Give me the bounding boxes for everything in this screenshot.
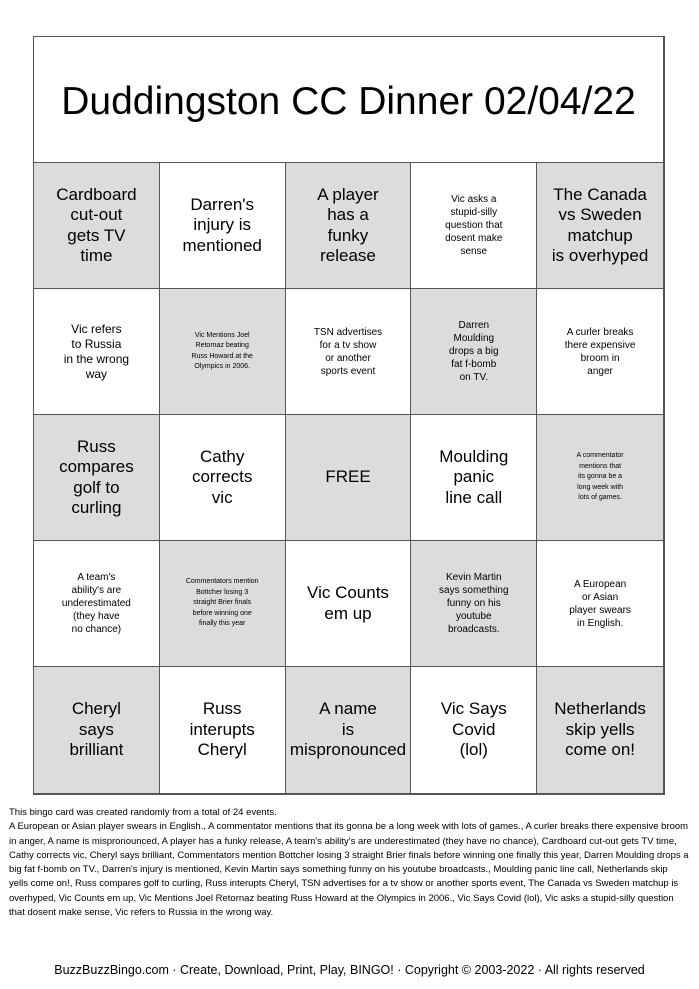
bingo-cell-text: A team's ability's are underestimated (they have no chance) bbox=[61, 572, 131, 635]
bingo-cell-text: Vic Mentions Joel Retornaz beating Russ Howard at the Olympics in 2006. bbox=[191, 331, 253, 370]
bingo-cell bbox=[411, 415, 537, 541]
bingo-cell bbox=[537, 163, 663, 289]
bingo-cell-text: A commentator mentions that its gonna be a long week with lots of games. bbox=[576, 452, 624, 502]
bingo-cell bbox=[286, 415, 412, 541]
bingo-cell-text: Vic Counts em up bbox=[307, 583, 389, 623]
bingo-cell bbox=[411, 667, 537, 793]
bingo-cell-text: Vic Says Covid (lol) bbox=[440, 699, 507, 760]
bingo-cell bbox=[160, 289, 286, 415]
bingo-cell-text: Netherlands skip yells come on! bbox=[554, 699, 646, 760]
bingo-cell bbox=[286, 163, 412, 289]
bingo-card bbox=[33, 36, 665, 795]
bingo-cell bbox=[537, 289, 663, 415]
bingo-cell bbox=[34, 541, 160, 667]
bingo-cell bbox=[160, 667, 286, 793]
bingo-cell-text: Cheryl says brilliant bbox=[69, 699, 124, 760]
bingo-cell-text: Cathy corrects vic bbox=[191, 446, 253, 507]
bingo-cell-text: Russ interupts Cheryl bbox=[189, 699, 255, 760]
bingo-cell bbox=[286, 289, 412, 415]
bingo-cell-text: Russ compares golf to curling bbox=[59, 436, 134, 517]
bingo-cell bbox=[537, 415, 663, 541]
footer-description bbox=[9, 806, 689, 920]
bingo-cell bbox=[160, 541, 286, 667]
bingo-cell bbox=[34, 289, 160, 415]
bingo-cell-text: A curler breaks there expensive broom in anger bbox=[564, 326, 636, 377]
bingo-cell bbox=[411, 541, 537, 667]
bingo-cell bbox=[34, 667, 160, 793]
bingo-cell bbox=[411, 163, 537, 289]
bingo-cell bbox=[286, 541, 412, 667]
bingo-cell bbox=[537, 541, 663, 667]
copyright-credit: BuzzBuzzBingo.com · Create, Download, Print, Play, BINGO! · Copyright © 2003-2022 · All rights reserved bbox=[54, 963, 645, 977]
title-row bbox=[34, 37, 663, 163]
bingo-cell-text: Moulding panic line call bbox=[439, 446, 509, 507]
bingo-cell bbox=[34, 415, 160, 541]
bingo-cell bbox=[160, 163, 286, 289]
footer-intro: This bingo card was created randomly from a total of 24 events. bbox=[9, 807, 277, 818]
bingo-cell bbox=[537, 667, 663, 793]
bingo-cell-text: Kevin Martin says something funny on his youtube broadcasts. bbox=[439, 572, 509, 635]
bingo-cell-text: A player has a funky release bbox=[317, 184, 379, 265]
bingo-cell-text: Commentators mention Bottcher losing 3 straight Brier finals before winning one finally this year bbox=[185, 578, 259, 628]
bingo-cell-text: Vic asks a stupid-silly question that dosent make sense bbox=[445, 194, 503, 257]
bingo-cell-text: Cardboard cut-out gets TV time bbox=[56, 184, 137, 265]
bingo-cell-text: Darren Moulding drops a big fat f-bomb on TV. bbox=[449, 320, 499, 383]
bingo-cell-text: A name is mispronounced bbox=[289, 699, 407, 760]
card-title: Duddingston CC Dinner 02/04/22 bbox=[61, 80, 636, 123]
bingo-cell-text: TSN advertises for a tv show or another sports event bbox=[313, 326, 383, 377]
bingo-cell-text: A European or Asian player swears in English. bbox=[569, 578, 631, 629]
bingo-cell bbox=[411, 289, 537, 415]
bingo-cell bbox=[286, 667, 412, 793]
bingo-cell-text: FREE bbox=[325, 467, 371, 487]
bingo-cell bbox=[34, 163, 160, 289]
bingo-grid bbox=[34, 163, 663, 793]
bingo-cell-text: Darren's injury is mentioned bbox=[182, 194, 262, 255]
bingo-cell-text: Vic refers to Russia in the wrong way bbox=[63, 321, 130, 381]
bingo-cell bbox=[160, 415, 286, 541]
footer-event-list: A European or Asian player swears in English., A commentator mentions that its gonna be a long week with lots of games., A curler breaks there expensive broom in anger, A name is mispronounced, A player has a funky release, A team's ability's are underestimated (they have no chance), Cardboard cut-out gets TV time, Cathy corrects vic, Cheryl says brilliant, Commentators mention Bottcher losing 3 straight Brier finals before winning one finally this year, Darren Moulding drops a big fat f-bomb on TV., Darren's injury is mentioned, Kevin Martin says something funny on his youtube broadcasts., Moulding panic line call, Netherlands skip yells come on!, Russ compares golf to curling, Russ interupts Cheryl, TSN advertises for a tv show or another sports event, The Canada vs Sweden matchup is overhyped, Vic Counts em up, Vic Mentions Joel Retornaz beating Russ Howard at the Olympics in 2006., Vic Says Covid (lol), Vic asks a stupid-silly question that dosent make sense, Vic refers to Russia in the wrong way. bbox=[9, 821, 689, 918]
bingo-cell-text: The Canada vs Sweden matchup is overhyped bbox=[551, 184, 649, 265]
